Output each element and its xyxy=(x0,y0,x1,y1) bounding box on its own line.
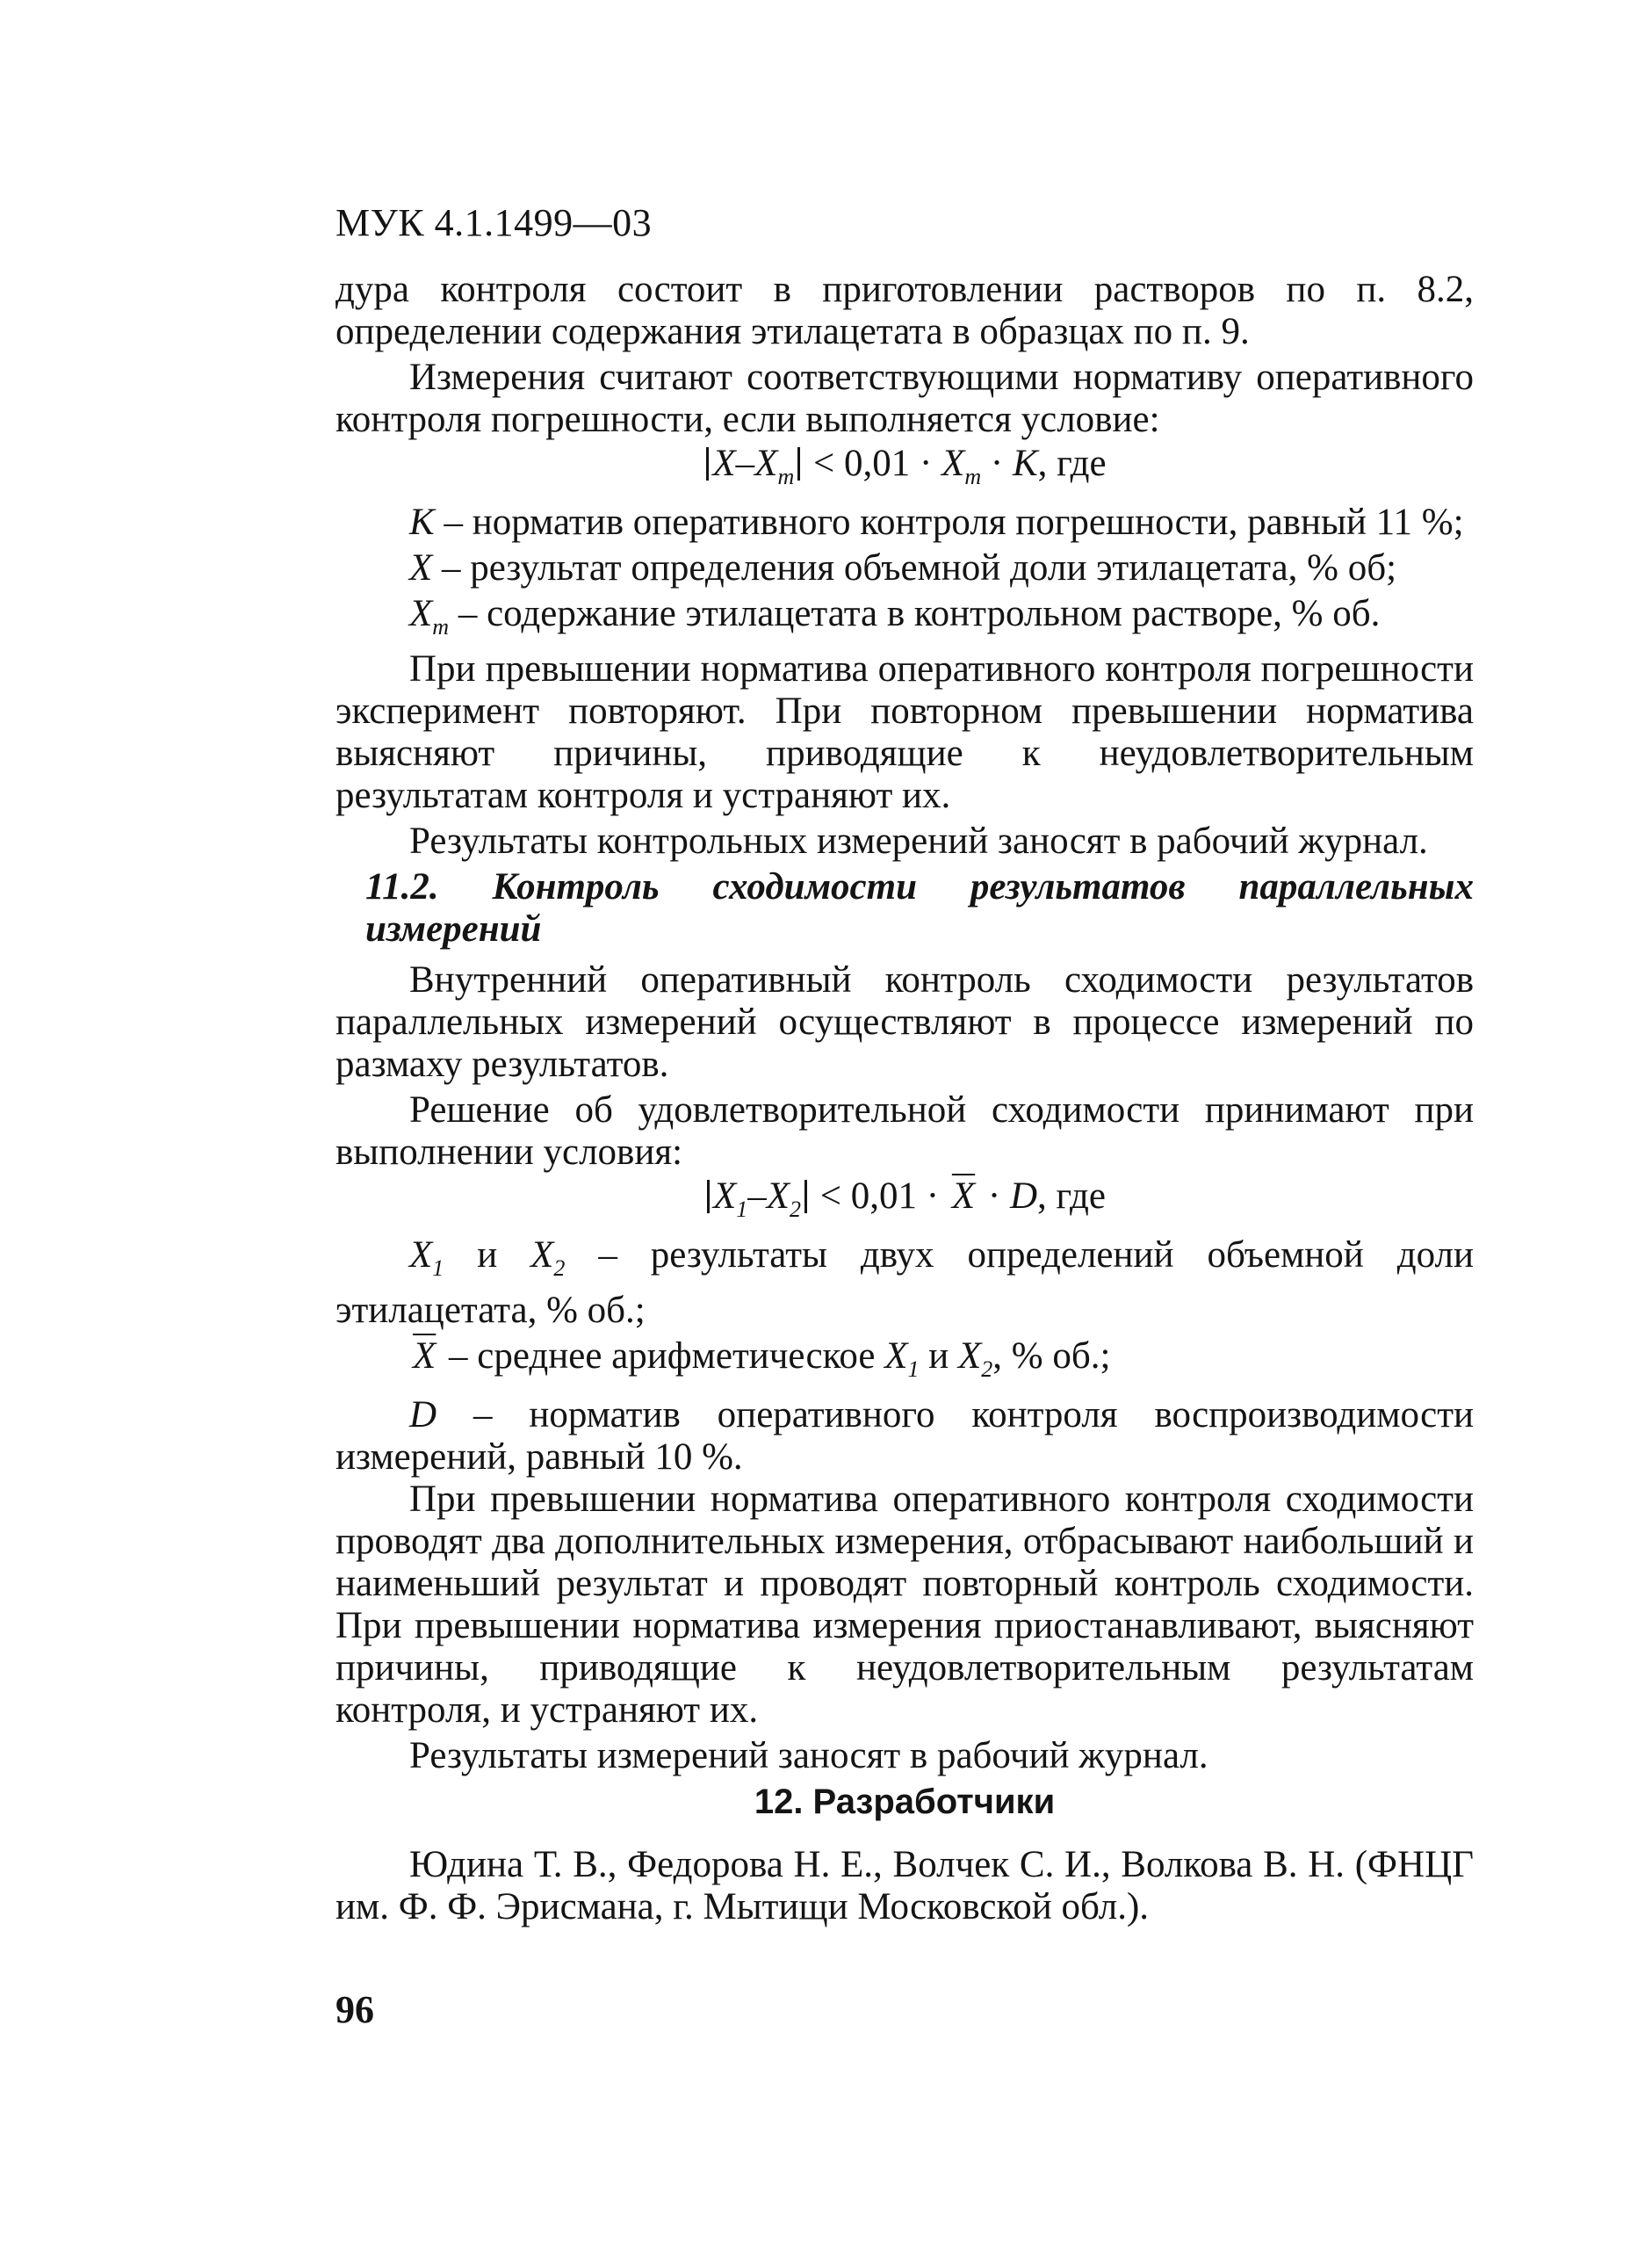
abs-bar-left-2 xyxy=(707,1180,710,1213)
definitions-repeatability xyxy=(335,1234,1474,1479)
definitions-accuracy xyxy=(335,502,1474,648)
paragraph-journal-1: Результаты контрольных измерений заносят в рабочий журнал. xyxy=(409,821,1428,862)
document-header: МУК 4.1.1499—03 xyxy=(335,201,653,244)
paragraph-exceed-repeatability: При превышении норматива оперативного контроля сходимости проводят два дополнительных измерения, отбрасывают наибольший и наименьший результат и проводят повторный контроль сходимости. При превышении норматива измерения приостанавливают, выясняют причины, приводящие к неудовлетворительным результатам контроля, и устраняют их. xyxy=(335,1479,1474,1731)
definition-xbar: $\overline{X}$ – среднее арифметическое $X_1$ и $X_2$, % об.; xyxy=(413,1335,1111,1382)
section-heading-12: 12. Разработчики xyxy=(754,1783,1056,1821)
paragraph-exceed-accuracy: При превышении норматива оперативного контроля погрешности эксперимент повторяют. При повторном превышении норматива выясняют причины, приводящие к неудовлетворительным результатам контроля и устраняют их. xyxy=(335,648,1474,816)
body-text xyxy=(335,269,1474,1928)
paragraph-intro: дура контроля состоит в приготовлении растворов по п. 8.2, определении содержания этилацетата в образцах по п. 9. xyxy=(335,269,1474,352)
paragraph-developers: Юдина Т. В., Федорова Н. Е., Волчек С. И., Волкова В. Н. (ФНЦГ им. Ф. Ф. Эрисмана, г. Мытищи Московской обл.). xyxy=(335,1844,1474,1927)
paragraph-condition: Измерения считают соответствующими нормативу оперативного контроля погрешности, если выполняется условие: xyxy=(335,357,1474,440)
page-number: 96 xyxy=(335,1988,374,2031)
paragraph-journal-2: Результаты измерений заносят в рабочий журнал. xyxy=(409,1735,1208,1776)
definition-xm: $X_m$ – содержание этилацетата в контрольном растворе, % об. xyxy=(409,593,1381,640)
definition-x1-x2: $X_1$ и $X_2$ – результаты двух определений объемной доли этилацетата, % об.; xyxy=(335,1234,1474,1331)
definition-k: K – норматив оперативного контроля погрешности, равный 11 %; xyxy=(409,502,1464,543)
formula-accuracy: $X-X_m < 0,01 \cdot X_m \cdot K$, где xyxy=(335,443,1474,498)
definition-d: D – норматив оперативного контроля воспроизводимости измерений, равный 10 %. xyxy=(335,1394,1474,1478)
abs-bar-left xyxy=(706,447,709,481)
section-title-11-2: 11.2. Контроль сходимости результатов параллельных измерений xyxy=(365,866,1474,950)
abs-bar-right xyxy=(797,447,800,481)
paragraph-decision: Решение об удовлетворительной сходимости принимают при выполнении условия: xyxy=(335,1089,1474,1173)
abs-bar-right-2 xyxy=(804,1180,807,1213)
paragraph-repeatability: Внутренний оперативный контроль сходимости результатов параллельных измерений осуществляют в процессе измерений по размаху результатов. xyxy=(335,959,1474,1085)
formula-repeatability: $X_1-X_2 < 0,01 \cdot \overline{X} \cdot D$, где xyxy=(335,1175,1474,1231)
definition-x: X – результат определения объемной доли этилацетата, % об; xyxy=(409,547,1397,589)
x-bar-symbol: $\overline{X}$ xyxy=(951,1175,976,1217)
